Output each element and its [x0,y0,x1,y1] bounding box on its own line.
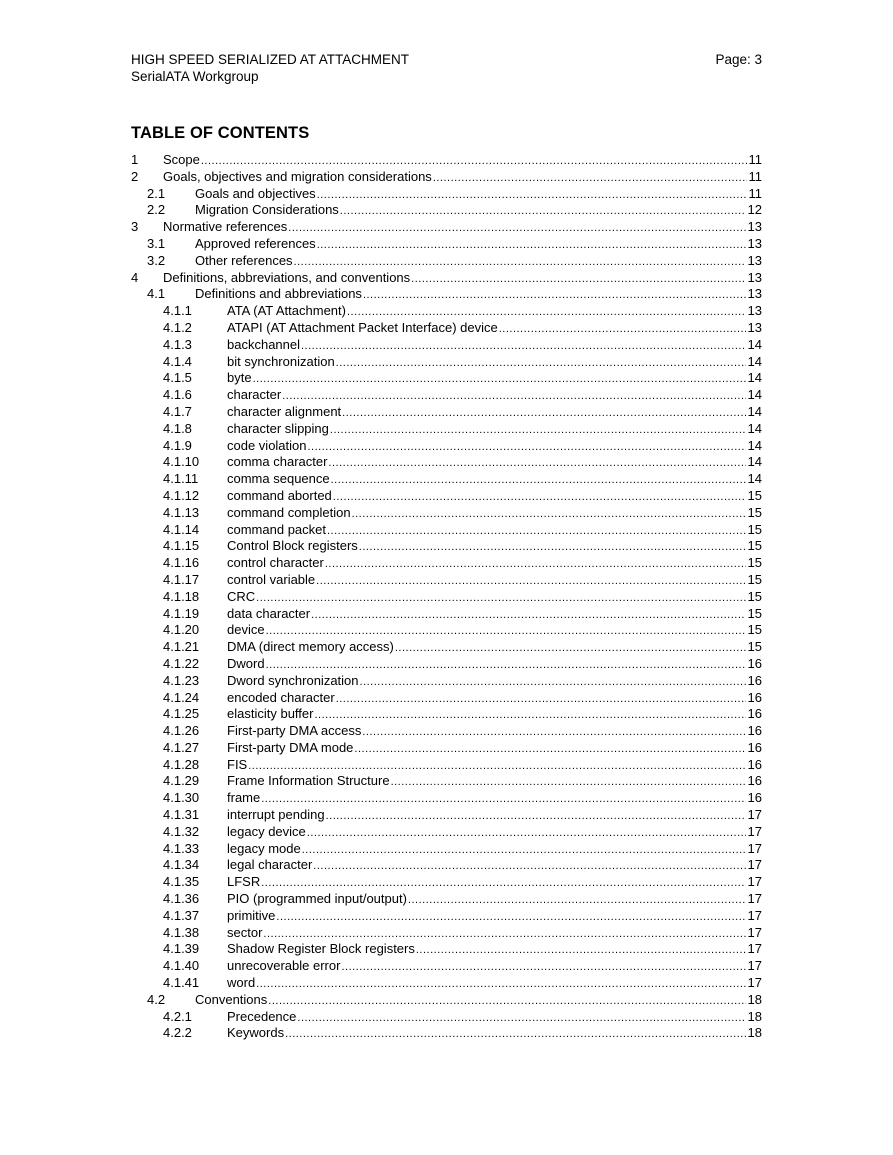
toc-dot-leader [331,472,746,488]
toc-entry-number: 4.1.6 [163,387,192,403]
toc-entry-number: 4.1.24 [163,689,200,705]
toc-entry-page: 13 [747,269,762,285]
toc-entry-page: 17 [747,874,762,890]
toc-entry[interactable] [131,169,762,186]
toc-dot-leader [256,590,745,606]
toc-entry[interactable] [131,824,762,841]
toc-entry[interactable] [131,354,762,371]
toc-entry[interactable] [131,1009,762,1026]
toc-entry-page: 17 [747,958,762,974]
toc-entry-number: 4.1.31 [163,807,200,823]
toc-entry-title: control character [227,555,324,571]
toc-entry[interactable] [131,522,762,539]
toc-entry[interactable] [131,253,762,270]
toc-entry-page: 17 [747,840,762,856]
toc-dot-leader [341,959,745,975]
toc-entry-number: 4.1.1 [163,303,192,319]
toc-entry-title: Approved references [195,235,316,251]
toc-dot-leader [248,758,745,774]
toc-entry[interactable] [131,622,762,639]
toc-entry-number: 4.1.12 [163,487,200,503]
workgroup-name: SerialATA Workgroup [131,69,259,84]
toc-entry[interactable] [131,236,762,253]
toc-dot-leader [201,153,747,169]
toc-entry-page: 17 [747,907,762,923]
toc-entry[interactable] [131,589,762,606]
toc-entry-title: command completion [227,504,351,520]
toc-dot-leader [352,506,746,522]
toc-entry[interactable] [131,874,762,891]
toc-entry-number: 4.1.16 [163,555,200,571]
toc-entry[interactable] [131,270,762,287]
toc-entry-page: 15 [747,555,762,571]
toc-entry[interactable] [131,891,762,908]
toc-dot-leader [327,523,746,539]
toc-entry-page: 15 [747,639,762,655]
toc-entry-title: Scope [163,152,200,167]
toc-entry[interactable] [131,438,762,455]
toc-dot-leader [294,254,746,270]
toc-entry[interactable] [131,152,762,169]
toc-entry[interactable] [131,673,762,690]
toc-entry-title: Goals and objectives [195,185,316,201]
toc-entry-number: 4.1.19 [163,605,200,621]
toc-entry-page: 17 [747,924,762,940]
toc-entry-title: Definitions and abbreviations [195,286,362,302]
toc-entry-number: 4.1.41 [163,975,200,991]
toc-entry[interactable] [131,773,762,790]
toc-entry-title: character [227,387,282,403]
toc-entry-number: 4.1.5 [163,370,192,386]
toc-entry-page: 14 [747,471,762,487]
toc-entry-title: command aborted [227,487,332,503]
toc-entry-page: 15 [747,538,762,554]
toc-dot-leader [285,1026,745,1042]
toc-entry-page: 13 [747,319,762,335]
toc-entry-page: 17 [747,807,762,823]
toc-entry-title: unrecoverable error [227,958,341,974]
toc-entry-number: 4.1.37 [163,907,200,923]
toc-entry[interactable] [131,387,762,404]
toc-entry-title: elasticity buffer [227,706,314,722]
document-title: HIGH SPEED SERIALIZED AT ATTACHMENT [131,52,410,67]
toc-dot-leader [311,607,745,623]
toc-entry-page: 15 [747,504,762,520]
toc-entry-page: 16 [747,723,762,739]
toc-dot-leader [395,640,746,656]
toc-entry-page: 11 [748,168,762,184]
toc-entry-number: 4.1.28 [163,756,200,772]
toc-dot-leader [314,707,745,723]
toc-dot-leader [261,875,745,891]
toc-heading: TABLE OF CONTENTS [131,124,310,142]
toc-entry-page: 16 [747,773,762,789]
toc-entry-number: 4.1.7 [163,403,192,419]
toc-dot-leader [325,556,746,572]
toc-entry-page: 15 [747,521,762,537]
toc-entry-number: 1 [131,152,139,167]
toc-entry[interactable] [131,656,762,673]
toc-entry-title: comma character [227,454,328,470]
toc-entry-number: 2 [131,168,139,184]
toc-entry[interactable] [131,740,762,757]
toc-entry-title: backchannel [227,336,300,352]
header-row [131,51,762,68]
toc-entry[interactable] [131,807,762,824]
toc-entry[interactable] [131,320,762,337]
toc-entry-page: 15 [747,622,762,638]
toc-entry-page: 16 [747,689,762,705]
toc-entry-title: interrupt pending [227,807,325,823]
toc-entry-page: 17 [747,941,762,957]
toc-entry-page: 11 [748,152,762,167]
toc-entry-title: device [227,622,265,638]
toc-dot-leader [313,858,745,874]
toc-entry-title: FIS [227,756,248,772]
toc-entry-title: DMA (direct memory access) [227,639,394,655]
toc-dot-leader [326,808,746,824]
toc-entry-page: 17 [747,891,762,907]
toc-dot-leader [433,170,747,186]
toc-entry-title: Conventions [195,991,268,1007]
toc-entry-number: 4.1.13 [163,504,200,520]
toc-entry-number: 4.1.35 [163,874,200,890]
toc-entry-title: encoded character [227,689,335,705]
toc-entry-number: 4.1.23 [163,672,200,688]
toc-entry-title: character slipping [227,420,329,436]
toc-entry-title: Dword [227,655,265,671]
toc-dot-leader [297,1010,745,1026]
toc-dot-leader [347,304,746,320]
toc-entry[interactable] [131,488,762,505]
toc-entry[interactable] [131,757,762,774]
toc-entry-number: 4.1.39 [163,941,200,957]
toc-entry[interactable] [131,841,762,858]
toc-entry-title: First-party DMA mode [227,739,354,755]
toc-entry-page: 18 [747,991,762,1007]
toc-list [131,152,762,1042]
toc-dot-leader [328,455,745,471]
toc-dot-leader [360,674,746,690]
toc-entry[interactable] [131,925,762,942]
toc-entry-page: 12 [747,202,762,218]
toc-entry-title: PIO (programmed input/output) [227,891,407,907]
toc-entry-page: 14 [747,454,762,470]
toc-dot-leader [340,203,746,219]
toc-entry-title: Control Block registers [227,538,358,554]
toc-entry[interactable] [131,286,762,303]
toc-entry-page: 17 [747,857,762,873]
toc-entry[interactable] [131,404,762,421]
toc-entry-title: ATAPI (AT Attachment Packet Interface) device [227,319,498,335]
toc-entry-title: legacy mode [227,840,301,856]
toc-dot-leader [263,926,745,942]
toc-entry-number: 3.1 [147,235,166,251]
toc-dot-leader [301,338,746,354]
toc-entry-title: control variable [227,571,316,587]
toc-entry-title: word [227,975,256,991]
toc-entry[interactable] [131,723,762,740]
toc-entry-number: 3 [131,219,139,235]
toc-dot-leader [391,774,746,790]
toc-entry-number: 4.1.10 [163,454,200,470]
toc-entry-number: 4 [131,269,139,285]
toc-entry-page: 15 [747,588,762,604]
toc-entry[interactable] [131,337,762,354]
toc-entry-page: 18 [747,1008,762,1024]
toc-entry-number: 4.1.29 [163,773,200,789]
toc-dot-leader [336,691,746,707]
toc-entry-page: 14 [747,353,762,369]
toc-entry[interactable] [131,1025,762,1042]
page-header [131,51,762,85]
toc-entry-number: 4.1.30 [163,790,200,806]
toc-entry-number: 4.2.1 [163,1008,192,1024]
toc-entry-number: 4.1.34 [163,857,200,873]
toc-entry-number: 4.1.17 [163,571,200,587]
toc-entry[interactable] [131,639,762,656]
toc-entry-page: 15 [747,571,762,587]
toc-entry-title: Precedence [227,1008,297,1024]
toc-dot-leader [302,842,746,858]
toc-entry-title: ATA (AT Attachment) [227,303,346,319]
toc-dot-leader [317,237,746,253]
toc-entry[interactable] [131,202,762,219]
toc-entry-page: 16 [747,672,762,688]
toc-entry[interactable] [131,421,762,438]
toc-entry-title: primitive [227,907,276,923]
toc-entry[interactable] [131,555,762,572]
toc-entry-title: legal character [227,857,313,873]
toc-entry-page: 11 [748,185,762,201]
toc-dot-leader [261,791,745,807]
toc-entry-number: 4.1.2 [163,319,192,335]
toc-entry-number: 4.1.32 [163,823,200,839]
toc-entry-number: 4.1.22 [163,655,200,671]
toc-entry-title: Definitions, abbreviations, and conventions [163,269,411,285]
toc-entry-page: 13 [747,303,762,319]
toc-entry-title: frame [227,790,261,806]
toc-entry[interactable] [131,690,762,707]
page-number-label: Page: 3 [715,52,762,67]
toc-entry-page: 14 [747,370,762,386]
toc-entry-number: 4.1.21 [163,639,200,655]
toc-entry-title: byte [227,370,252,386]
toc-entry[interactable] [131,857,762,874]
toc-entry[interactable] [131,471,762,488]
toc-dot-leader [333,489,746,505]
toc-entry[interactable] [131,572,762,589]
toc-entry-number: 4.1.15 [163,538,200,554]
toc-entry-page: 18 [747,1025,762,1041]
toc-entry-number: 4.2 [147,991,166,1007]
toc-entry-page: 14 [747,420,762,436]
toc-dot-leader [316,573,745,589]
toc-entry-number: 4.1.9 [163,437,192,453]
toc-entry-title: character alignment [227,403,342,419]
toc-entry-number: 4.1.20 [163,622,200,638]
toc-entry[interactable] [131,454,762,471]
toc-entry[interactable] [131,505,762,522]
toc-dot-leader [416,942,746,958]
toc-entry-page: 15 [747,605,762,621]
toc-entry-number: 4.2.2 [163,1025,192,1041]
toc-entry-number: 2.2 [147,202,166,218]
toc-dot-leader [266,623,746,639]
toc-entry-title: Keywords [227,1025,285,1041]
toc-dot-leader [288,220,745,236]
toc-dot-leader [363,287,746,303]
toc-entry-page: 16 [747,739,762,755]
toc-entry-number: 4.1.36 [163,891,200,907]
toc-entry[interactable] [131,186,762,203]
toc-entry-page: 13 [747,252,762,268]
toc-entry-page: 14 [747,437,762,453]
toc-entry[interactable] [131,975,762,992]
toc-dot-leader [354,741,745,757]
toc-dot-leader [411,271,745,287]
toc-dot-leader [336,355,746,371]
toc-entry[interactable] [131,941,762,958]
toc-entry[interactable] [131,790,762,807]
toc-entry-title: code violation [227,437,307,453]
toc-entry-title: command packet [227,521,326,537]
toc-entry-page: 17 [747,823,762,839]
toc-dot-leader [359,539,746,555]
toc-dot-leader [362,724,745,740]
toc-entry-title: CRC [227,588,256,604]
toc-entry-number: 4.1.18 [163,588,200,604]
toc-entry[interactable] [131,606,762,623]
toc-entry[interactable] [131,370,762,387]
toc-entry[interactable] [131,908,762,925]
toc-entry[interactable] [131,219,762,236]
toc-entry-page: 17 [747,975,762,991]
toc-entry-title: Dword synchronization [227,672,359,688]
toc-entry-number: 4.1.14 [163,521,200,537]
toc-dot-leader [499,321,746,337]
toc-entry-page: 16 [747,655,762,671]
toc-entry-page: 13 [747,286,762,302]
toc-dot-leader [256,976,745,992]
toc-entry-page: 14 [747,336,762,352]
toc-entry-number: 4.1.25 [163,706,200,722]
toc-entry-number: 4.1.26 [163,723,200,739]
toc-entry-page: 15 [747,487,762,503]
toc-entry-page: 16 [747,756,762,772]
toc-entry-number: 4.1.4 [163,353,192,369]
toc-entry-title: LFSR [227,874,261,890]
toc-entry-number: 4.1.3 [163,336,192,352]
toc-entry[interactable] [131,958,762,975]
toc-dot-leader [408,892,746,908]
toc-entry[interactable] [131,706,762,723]
toc-entry-title: data character [227,605,311,621]
toc-dot-leader [342,405,745,421]
toc-entry[interactable] [131,303,762,320]
toc-dot-leader [317,187,747,203]
toc-entry-number: 4.1.40 [163,958,200,974]
toc-entry-page: 16 [747,790,762,806]
toc-entry-title: sector [227,924,263,940]
toc-entry-title: legacy device [227,823,306,839]
toc-entry-number: 4.1.11 [163,471,199,487]
toc-dot-leader [330,422,746,438]
toc-entry-page: 13 [747,235,762,251]
toc-entry-page: 13 [747,219,762,235]
toc-entry-title: Frame Information Structure [227,773,390,789]
toc-entry-page: 16 [747,706,762,722]
toc-entry-title: Goals, objectives and migration considerations [163,168,432,184]
toc-entry-number: 4.1.33 [163,840,200,856]
toc-entry-number: 3.2 [147,252,166,268]
toc-entry-number: 2.1 [147,185,166,201]
toc-dot-leader [282,388,745,404]
toc-entry-title: Migration Considerations [195,202,339,218]
toc-dot-leader [266,657,746,673]
toc-dot-leader [308,439,746,455]
toc-dot-leader [268,993,745,1009]
toc-entry-page: 14 [747,403,762,419]
toc-entry-number: 4.1.8 [163,420,192,436]
toc-dot-leader [276,909,745,925]
toc-entry[interactable] [131,538,762,555]
toc-entry-title: Normative references [163,219,288,235]
toc-dot-leader [307,825,746,841]
toc-entry-title: First-party DMA access [227,723,362,739]
toc-entry-number: 4.1.27 [163,739,200,755]
toc-entry-title: bit synchronization [227,353,335,369]
toc-entry-title: Shadow Register Block registers [227,941,415,957]
toc-entry-number: 4.1 [147,286,166,302]
toc-dot-leader [253,371,746,387]
toc-entry[interactable] [131,992,762,1009]
toc-entry-number: 4.1.38 [163,924,200,940]
toc-entry-title: Other references [195,252,293,268]
toc-entry-page: 14 [747,387,762,403]
toc-entry-title: comma sequence [227,471,330,487]
